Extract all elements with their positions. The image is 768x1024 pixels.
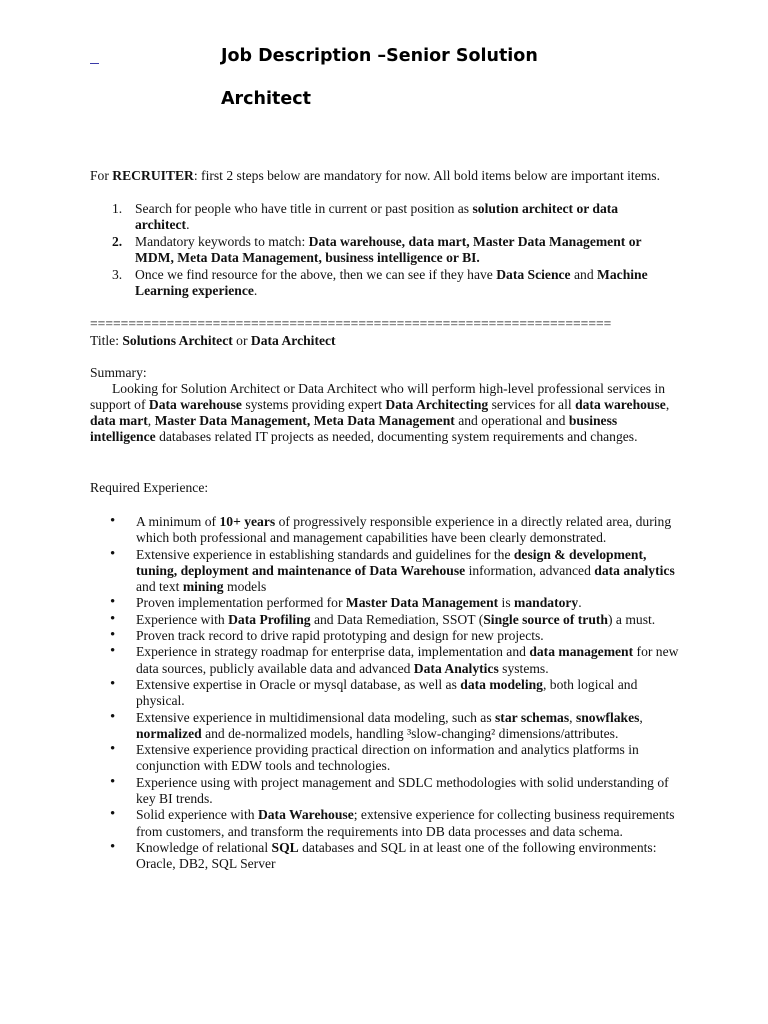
- text: Experience using with project management and SDLC methodologies with solid understanding of key BI trends.: [136, 774, 669, 807]
- bold-text: Data Warehouse: [257, 807, 354, 823]
- bold-text: Master Data Management, Meta Data Management: [154, 413, 455, 428]
- requirement-item: [0, 710, 680, 743]
- bold-text: data analytics: [594, 562, 675, 578]
- bold-text: Data Architecting: [385, 397, 489, 412]
- text: of progressively responsible experience in a directly related area, during which both professional and management capabilities have been clearly demonstrated.: [136, 514, 672, 546]
- text: ,: [569, 709, 576, 725]
- required-experience-label: Required Experience:: [90, 480, 209, 495]
- text: , both logical and physical.: [136, 676, 638, 709]
- text: ) a must.: [607, 611, 656, 627]
- bold-text: Data Science: [496, 267, 571, 283]
- text: and operational and: [454, 413, 569, 428]
- text: and text: [136, 579, 183, 595]
- intro-prefix: For: [90, 168, 113, 183]
- text: models: [223, 579, 267, 595]
- text: ; extensive experience for collecting business requirements from customers, and transform the requirements into DB data processes and data schema.: [136, 807, 675, 839]
- text: systems providing expert: [241, 397, 386, 412]
- text: Proven track record to drive rapid prototyping and design for new projects.: [136, 628, 544, 644]
- text: and: [570, 267, 598, 283]
- bullet-icon: •: [110, 513, 116, 529]
- intro-rest: : first 2 steps below are mandatory for now. All bold items below are important items.: [193, 168, 660, 183]
- requirement-item: [0, 644, 680, 677]
- separator-line: ====================================================================: [90, 316, 612, 331]
- bullet-icon: •: [110, 675, 116, 692]
- text: Looking for Solution Architect or Data Architect who will perform high-level professional services in support of: [90, 381, 666, 412]
- text: and de-normalized models, handling ³slow-changing² dimensions/attributes.: [201, 725, 619, 741]
- bold-text: snowflakes: [575, 709, 640, 725]
- bold-text: mandatory: [514, 595, 579, 611]
- text: .: [186, 217, 190, 233]
- summary-label: Summary:: [90, 365, 147, 380]
- text: Search for people who have title in current or past position as: [135, 201, 473, 216]
- text: Experience with: [136, 611, 229, 627]
- step-number: 3.: [112, 267, 123, 283]
- bold-text: star schemas: [495, 709, 570, 725]
- recruiter-label: RECRUITER: [112, 168, 194, 183]
- bold-text: Single source of truth: [483, 611, 608, 627]
- bullet-icon: •: [110, 594, 116, 611]
- requirement-item: [0, 807, 680, 840]
- text: Title:: [90, 333, 123, 348]
- bold-text: Data warehouse: [148, 397, 242, 412]
- bold-text: business intelligence: [90, 413, 618, 444]
- job-title-line: [90, 333, 690, 349]
- bold-text: design & development, tuning, deployment and maintenance of Data Warehouse: [136, 546, 647, 578]
- steps-list: [0, 201, 768, 300]
- bullet-icon: •: [110, 773, 116, 790]
- bold-text: normalized: [136, 725, 202, 741]
- text: Proven implementation performed for: [136, 595, 346, 611]
- summary-paragraph: [90, 381, 680, 445]
- bold-text: Machine Learning experience: [135, 267, 648, 299]
- requirement-item: [0, 514, 680, 547]
- text: or: [232, 333, 251, 348]
- bold-text: data management: [529, 644, 634, 660]
- bold-text: 10+ years: [219, 514, 276, 529]
- bold-text: Data Profiling: [228, 611, 311, 627]
- requirement-item: [0, 547, 680, 596]
- text: Knowledge of relational: [136, 839, 272, 855]
- bullet-icon: •: [110, 708, 116, 725]
- requirement-item: [0, 840, 680, 873]
- text: Experience in strategy roadmap for enterprise data, implementation and: [136, 644, 530, 660]
- text: Mandatory keywords to match:: [135, 234, 309, 250]
- bold-text: data modeling: [460, 676, 543, 692]
- text: Once we find resource for the above, then we can see if they have: [135, 267, 497, 283]
- bold-text: Master Data Management: [345, 595, 499, 611]
- requirement-item: [0, 775, 680, 808]
- bold-text: Solutions Architect: [122, 333, 233, 348]
- text: services for all: [488, 397, 576, 412]
- requirement-item: [0, 595, 680, 611]
- text: ,: [665, 397, 670, 412]
- text: .: [578, 595, 582, 611]
- bullet-icon: •: [110, 610, 116, 627]
- page-title-line-2: Architect: [221, 89, 311, 109]
- requirement-item: [0, 612, 680, 628]
- text: Solid experience with: [136, 807, 258, 823]
- underline-mark: [90, 63, 99, 64]
- text: systems.: [498, 660, 549, 676]
- step-item: [0, 234, 660, 267]
- bullet-icon: •: [110, 545, 116, 562]
- text: for new data sources, publicly available data and advanced: [136, 644, 679, 676]
- text: Extensive experience in multidimensional data modeling, such as: [136, 709, 496, 725]
- bullet-icon: •: [110, 643, 116, 660]
- text: and Data Remediation, SSOT (: [310, 611, 484, 627]
- step-item: [0, 267, 660, 300]
- text: Extensive experience in establishing standards and guidelines for the: [136, 546, 514, 562]
- text: ,: [147, 413, 155, 428]
- text: Extensive experience providing practical direction on information and analytics platforms in conjunction with EDW tools and technologies.: [136, 742, 639, 774]
- text: is: [498, 595, 515, 611]
- text: information, advanced: [465, 562, 595, 578]
- bold-text: Data warehouse, data mart, Master Data Management or MDM, Meta Data Management, business intelligence or BI.: [135, 234, 642, 266]
- text: databases related IT projects as needed, documenting system requirements and changes.: [155, 429, 638, 444]
- step-item: [0, 201, 660, 234]
- bullet-icon: •: [110, 838, 116, 855]
- requirements-list: [0, 514, 680, 873]
- requirement-item: [0, 628, 680, 644]
- text: .: [253, 283, 258, 299]
- requirement-item: [0, 742, 680, 775]
- bullet-icon: •: [110, 806, 116, 823]
- bold-text: Data Analytics: [413, 660, 499, 676]
- bold-text: solution architect or data architect: [135, 201, 619, 233]
- page-title-line-1: Job Description –Senior Solution: [221, 46, 538, 66]
- bold-text: mining: [182, 579, 224, 595]
- bullet-icon: •: [110, 741, 116, 758]
- recruiter-intro: [90, 168, 690, 184]
- bold-text: data mart: [90, 413, 148, 428]
- requirement-item: [0, 677, 680, 710]
- bold-text: SQL: [271, 839, 299, 855]
- bullet-icon: •: [110, 627, 116, 644]
- text: A minimum of: [136, 514, 220, 529]
- step-number: 1.: [112, 201, 123, 216]
- bold-text: Data Architect: [250, 333, 336, 348]
- step-number: 2.: [112, 234, 123, 250]
- text: databases and SQL in at least one of the following environments: Oracle, DB2, SQL Server: [136, 839, 657, 872]
- bold-text: data warehouse: [575, 397, 666, 412]
- text: ,: [639, 709, 643, 725]
- text: Extensive expertise in Oracle or mysql database, as well as: [136, 676, 461, 692]
